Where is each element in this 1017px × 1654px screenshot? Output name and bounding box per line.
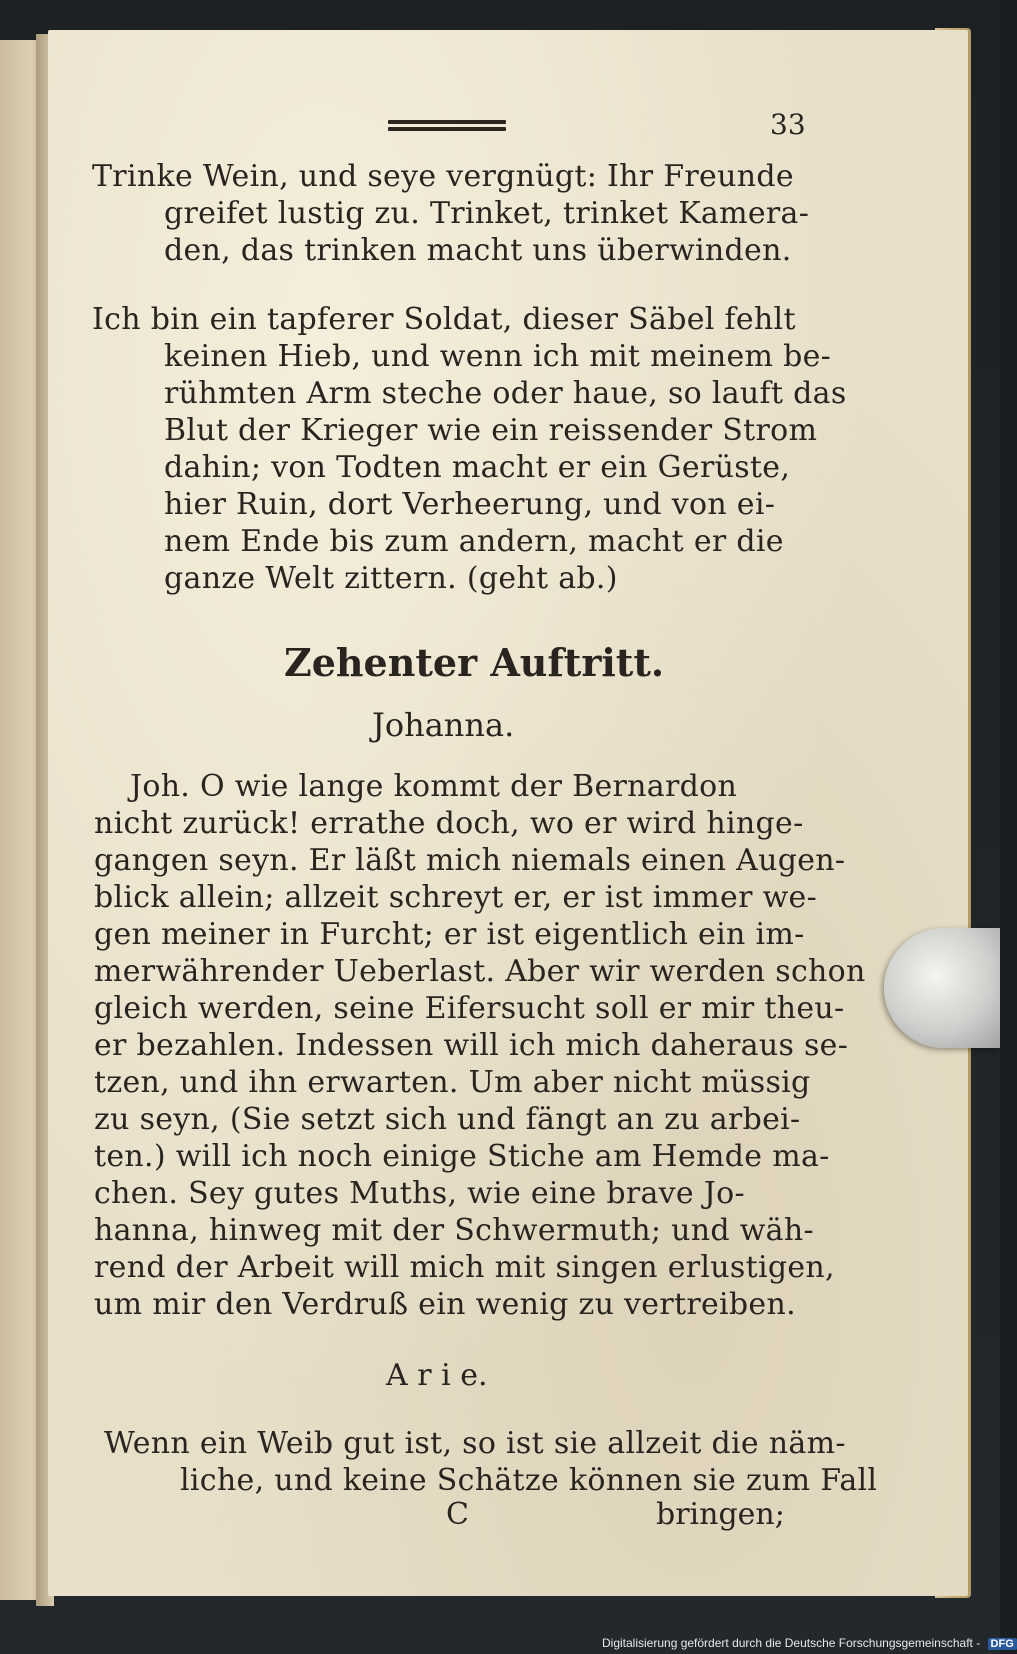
text-line: Trinke Wein, und seye vergnügt: Ihr Freunde xyxy=(92,159,794,194)
text-line: ten.) will ich noch einige Stiche am Hemde ma- xyxy=(94,1139,830,1174)
text-line: liche, und keine Schätze können sie zum Fall xyxy=(180,1463,878,1498)
catchword: bringen; xyxy=(656,1497,785,1532)
text-line: Ich bin ein tapferer Soldat, dieser Säbel fehlt xyxy=(92,302,796,337)
text-line: Blut der Krieger wie ein reissender Strom xyxy=(164,413,818,448)
text-line: rühmten Arm steche oder haue, so lauft das xyxy=(164,376,847,411)
page-number: 33 xyxy=(770,108,806,141)
header-ornament-rule xyxy=(388,120,506,134)
text-line: er bezahlen. Indessen will ich mich daheraus se- xyxy=(94,1028,849,1063)
text-line: gangen seyn. Er läßt mich niemals einen Augen- xyxy=(94,843,846,878)
text-line: hier Ruin, dort Verheerung, und von ei- xyxy=(164,487,776,522)
text-line: Joh. O wie lange kommt der Bernardon xyxy=(130,769,738,804)
aria-title: A r i e. xyxy=(386,1358,488,1393)
text-line: nem Ende bis zum andern, macht er die xyxy=(164,524,784,559)
text-line: dahin; von Todten macht er ein Gerüste, xyxy=(164,450,791,485)
text-line: hanna, hinweg mit der Schwermuth; und wäh- xyxy=(94,1213,814,1248)
text-line: gleich werden, seine Eifersucht soll er mir theu- xyxy=(94,991,845,1026)
text-line: chen. Sey gutes Muths, wie eine brave Jo- xyxy=(94,1176,745,1211)
text-line: keinen Hieb, und wenn ich mit meinem be- xyxy=(164,339,832,374)
scene-title: Zehenter Auftritt. xyxy=(284,640,665,685)
text-line: greifet lustig zu. Trinket, trinket Kamera- xyxy=(164,196,810,231)
dfg-logo: DFG xyxy=(988,1638,1017,1650)
text-line: blick allein; allzeit schreyt er, er ist immer we- xyxy=(94,880,818,915)
text-line: Wenn ein Weib gut ist, so ist sie allzeit die näm- xyxy=(104,1426,846,1461)
text-line: um mir den Verdruß ein wenig zu vertreiben. xyxy=(94,1287,796,1322)
page-clip xyxy=(884,928,1000,1048)
text-line: rend der Arbeit will mich mit singen erlustigen, xyxy=(94,1250,835,1285)
digitization-credit xyxy=(602,1636,1017,1650)
text-line: ganze Welt zittern. (geht ab.) xyxy=(164,561,618,596)
text-line: merwährender Ueberlast. Aber wir werden schon xyxy=(94,954,866,989)
credit-text: Digitalisierung gefördert durch die Deutsche Forschungsgemeinschaft - xyxy=(602,1636,981,1650)
scene-character: Johanna. xyxy=(372,706,515,744)
signature-mark: C xyxy=(446,1497,469,1532)
text-line: zu seyn, (Sie setzt sich und fängt an zu arbei- xyxy=(94,1102,801,1137)
text-line: den, das trinken macht uns überwinden. xyxy=(164,233,792,268)
text-line: tzen, und ihn erwarten. Um aber nicht müssig xyxy=(94,1065,811,1100)
text-line: nicht zurück! errathe doch, wo er wird hinge- xyxy=(94,806,804,841)
text-line: gen meiner in Furcht; er ist eigentlich ein im- xyxy=(94,917,805,952)
